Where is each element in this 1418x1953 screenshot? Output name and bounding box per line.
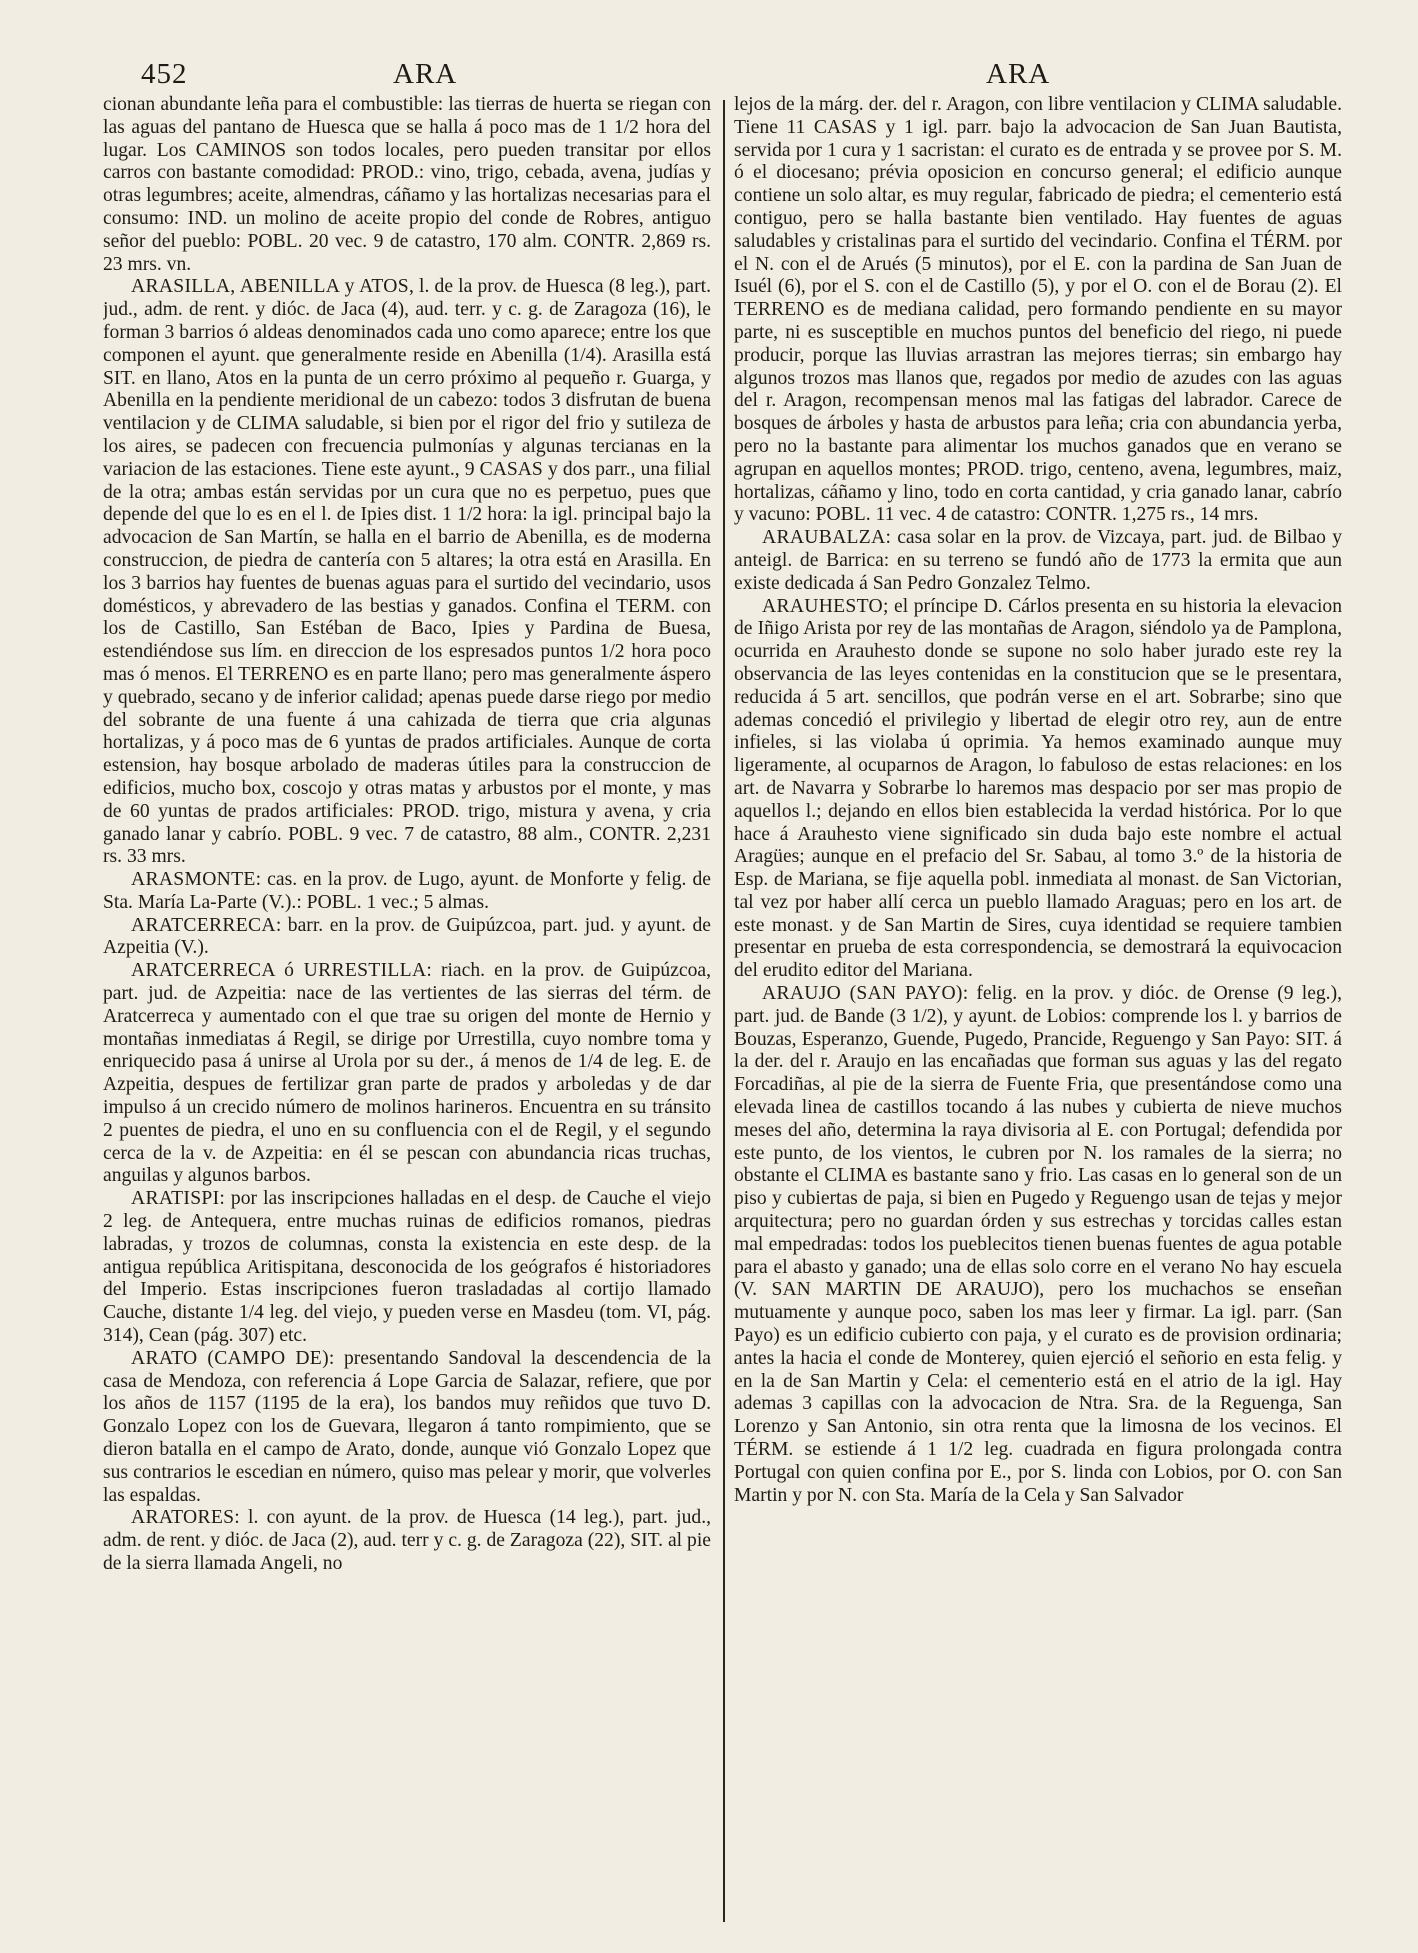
entry-text: : felig. en la prov. y dióc. de Orense (9 leg.), part. jud. de Bande (3 1/2), y ayunt. de Lobios: comprende los l. y barrios de Bouzas, Esperanzo, Guende, Pugedo, Prancide, Reguengo y San Payo: SIT. á la der. del r. Araujo en las encañadas que forman sus aguas y las del regato Forcadiñas, al pie de la sierra de Fuente Fria, que presentándose como una elevada linea de castillos tocando á las nubes y cubierta de nieve muchos meses del año, determina la raya divisoria al E. con Portugal; defendida por este punto, de los vientos, le cubren por N. los ramales de la sierra; no obstante el CLIMA es bastante sano y frio. Las casas en lo general son de un piso y cubiertas de paja, si bien en Pugedo y Reguengo usan de tejas y mejor arquitectura; pero no guardan órden y sus estrechas y torcidas calles estan mal empedradas: todos los pueblecitos tienen buenas fuentes de agua potable para el abasto y ganado; una de ellas solo corre en el verano No hay escuela (V. SAN MARTIN DE ARAUJO), pero los muchachos se enseñan mutuamente y aunque poco, saben los mas leer y firmar. La igl. parr. (San Payo) es un edificio cubierto con paja, y el curato es de provision ordinaria; antes la hacia el conde de Monterey, quien ejerció el señorio en esta felig. y en la de San Martin y Cela: el cementerio está en el atrio de la igl. Hay ademas 3 capillas con la advocacion de Ntra. Sra. de la Reguenga, San Lorenzo y San Antonio, sin otra renta que la limosna de los vecinos. El TÉRM. se estiende á 1 1/2 leg. cuadrada en figura prolongada contra Portugal con quien confina por E., por S. linda con Lobios, por O. con San Martin y por N. con Sta. María de la Cela y San Salvador [734, 983, 1342, 1506]
dictionary-entry [734, 94, 1342, 527]
page-number: 452 [141, 58, 188, 90]
entry-headword: ARATCERRECA [131, 914, 276, 936]
entry-headword: ARATISPI [131, 1188, 220, 1210]
entry-text: : casa solar en la prov. de Vizcaya, part. jud. de Bilbao y anteigl. de Barrica: en su terreno se fundó año de 1773 la ermita que aun existe dedicada á San Pedro Gonzalez Telmo. [734, 527, 1342, 594]
entry-headword: ARAUHESTO [762, 595, 883, 617]
left-column [103, 94, 711, 1919]
right-column [734, 94, 1342, 1919]
entry-headword: ARAUBALZA [762, 527, 886, 549]
dictionary-entry [103, 960, 711, 1188]
right-running-head: ARA [986, 58, 1051, 90]
entry-headword: ARATO (CAMPO DE) [131, 1347, 329, 1369]
entry-headword: ARAUJO (SAN PAYO) [762, 983, 963, 1005]
dictionary-entry [103, 1348, 711, 1508]
column-divider [723, 100, 725, 1922]
entry-text: lejos de la márg. der. del r. Aragon, con libre ventilacion y CLIMA saludable. Tiene 11 CASAS y 1 igl. parr. bajo la advocacion de San Juan Bautista, servida por 1 cura y 1 sacristan: el curato es de entrada y se provee por S. M. ó el diocesano; prévia oposicion en concurso general; el edificio aunque contiene un solo altar, es muy regular, fabricado de piedra; el cementerio está contiguo, pero se halla bastante bien ventilado. Hay fuentes de aguas saludables y cristalinas para el surtido del vecindario. Confina el TÉRM. por el N. con el de Arués (5 minutos), por el E. con la pardina de San Juan de Isuél (6), por el S. con el de Castillo (5), y por el O. con el de Borau (2). El TERRENO es de mediana calidad, pero formando pendiente en su mayor parte, ni es susceptible en muchos puntos del beneficio del riego, ni puede producir, porque las lluvias arrastran las mejores tierras; sin embargo hay algunos trozos mas llanos que, regados por medio de azudes con las aguas del r. Aragon, recompensan menos mal las fatigas del labrador. Carece de bosques de árboles y hasta de arbustos para leña; cria con abundancia yerba, pero no la bastante para alimentar los muchos ganados que en verano se agrupan en aquellos montes; PROD. trigo, centeno, avena, legumbres, maiz, hortalizas, cáñamo y lino, todo en corta cantidad, y cria ganado lanar, cabrío y vacuno: POBL. 11 vec. 4 de catastro: CONTR. 1,275 rs., 14 mrs. [734, 94, 1342, 526]
dictionary-entry [103, 94, 711, 276]
page-header [0, 58, 1418, 98]
dictionary-entry [734, 596, 1342, 984]
entry-headword: ARASILLA, ABENILLA y ATOS [131, 276, 409, 298]
dictionary-entry [103, 869, 711, 915]
entry-text: : por las inscripciones halladas en el desp. de Cauche el viejo 2 leg. de Antequera, entre muchas ruinas de edificios romanos, piedras labradas, y trozos de columnas, consta la existencia en este desp. de la antigua república Aritispitana, desconocida de los geógrafos é historiadores del Imperio. Estas inscripciones fueron trasladadas al cortijo llamado Cauche, distante 1/4 leg. del viejo, y pueden verse en Masdeu (tom. VI, pág. 314), Cean (pág. 307) etc. [103, 1188, 711, 1347]
entry-headword: ARATCERRECA ó URRESTILLA [131, 960, 427, 982]
dictionary-entry [103, 915, 711, 961]
entry-text: , l. de la prov. de Huesca (8 leg.), part. jud., adm. de rent. y dióc. de Jaca (4), aud. terr. y c. g. de Zaragoza (16), le forman 3 barrios ó aldeas denominados cada uno como aparece; entre los que componen el ayunt. que generalmente reside en Abenilla (1/4). Arasilla está SIT. en llano, Atos en la punta de un cerro próximo al pequeño r. Guarga, y Abenilla en la pendiente meridional de un cabezo: todos 3 disfrutan de buena ventilacion y de CLIMA saludable, si bien por el rigor del frio y sutileza de los aires, se padecen con frecuencia pulmonías y algunas tercianas en la variacion de las estaciones. Tiene este ayunt., 9 CASAS y dos parr., una filial de la otra; ambas están servidas por un cura que no es perpetuo, pues que depende del que lo es en el l. de Ipies dist. 1 1/2 hora: la igl. principal bajo la advocacion de San Martín, se halla en el barrio de Abenilla, es de moderna construccion, de piedra de cantería con 5 altares; la otra está en Arasilla. En los 3 barrios hay fuentes de buenas aguas para el surtido del vecindario, usos domésticos, y abrevadero de las bestias y ganados. Confina el TERM. con los de Castillo, San Estéban de Baco, Ipies y Pardina de Buesa, estendiéndose sus lím. en direccion de los espresados puntos 1/2 hora poco mas ó menos. El TERRENO es en parte llano; pero mas generalmente áspero y quebrado, secano y de inferior calidad; apenas puede darse riego por medio del sobrante de una fuente á una cahizada de tierra que cria algunas hortalizas, y á poco mas de 6 yuntas de prados artificiales. Aunque de corta estension, hay bosque arbolado de maderas útiles para la construccion de edificios, mucho box, coscojo y otras matas y arbustos por el monte, y mas de 60 yuntas de prados artificiales: PROD. trigo, mistura y avena, y cria ganado lanar y cabrío. POBL. 9 vec. 7 de catastro, 88 alm., CONTR. 2,231 rs. 33 mrs. [103, 276, 711, 868]
entry-text: : riach. en la prov. de Guipúzcoa, part. jud. de Azpeitia: nace de las vertientes de las sierras del térm. de Aratcerreca y aumentado con el que trae su origen del monte de Hernio y montañas inmediatas á Regil, se dirige por Urrestilla, cuyo nombre toma y enriquecido pasa á unirse al Urola por su der., á menos de 1/4 de leg. E. de Azpeitia, despues de fertilizar gran parte de prados y arboledas y de dar impulso á un crecido número de molinos harineros. Encuentra en su tránsito 2 puentes de piedra, el uno en su confluencia con el de Regil, y el segundo cerca de la v. de Azpeitia: en él se pescan con abundancia ricas truchas, anguilas y algunos barbos. [103, 960, 711, 1187]
dictionary-entry [103, 276, 711, 869]
dictionary-entry [103, 1188, 711, 1348]
dictionary-entry [103, 1507, 711, 1575]
dictionary-entry [734, 527, 1342, 595]
entry-text: cionan abundante leña para el combustible: las tierras de huerta se riegan con las aguas del pantano de Huesca que se halla á poco mas de 1 1/2 hora del lugar. Los CAMINOS son todos locales, pero pueden transitar por ellos carros con bastante comodidad: PROD.: vino, trigo, cebada, avena, judías y otras legumbres; aceite, almendras, cáñamo y las hortalizas necesarias para el consumo: IND. un molino de aceite propio del conde de Robres, antiguo señor del pueblo: POBL. 20 vec. 9 de catastro, 170 alm. CONTR. 2,869 rs. 23 mrs. vn. [103, 94, 711, 275]
entry-headword: ARASMONTE [131, 869, 256, 891]
entry-text: ; el príncipe D. Cárlos presenta en su historia la elevacion de Iñigo Arista por rey de las montañas de Aragon, siéndolo ya de Pamplona, ocurrida en Arauhesto donde se supone no solo haber jurado este rey la observancia de las leyes contenidas en la constitucion que se le presentara, reducida á 5 art. sencillos, que podrán verse en el art. Sobrarbe; sino que ademas concedió el privilegio y libertad de elegir otro rey, aun de entre infieles, si las violaba ú oprimia. Ya hemos examinado aunque muy ligeramente, al ocuparnos de Aragon, lo fabuloso de estas relaciones: en los art. de Navarra y Sobrarbe lo haremos mas despacio por ser mas propio de aquellos l.; dejando en ellos bien establecida la verdad histórica. Por lo que hace á Arauhesto viene significado sin duda bajo este nombre el actual Aragües; aunque en el prefacio del Sr. Sabau, al tomo 3.º de la historia de Esp. de Mariana, se fije aquella pobl. inmediata al monast. de San Victorian, tal vez por haber allí cerca un pueblo llamado Araguas; pero en los art. de este monast. y de San Martin de Sires, cuya identidad se requiere tambien presentar en prueba de esta correspondencia, se demostrará la equivocacion del erudito editor del Mariana. [734, 595, 1342, 982]
entry-text: : presentando Sandoval la descendencia de la casa de Mendoza, con referencia á Lope Garcia de Salazar, refiere, que por los años de 1157 (1195 de la era), los bandos muy reñidos que tuvo D. Gonzalo Lopez con los de Guevara, llegaron á tanto rompimiento, que se dieron batalla en el campo de Arato, donde, aunque vió Gonzalo Lopez que sus contrarios le escedian en número, quiso mas pelear y morir, que volverles las espaldas. [103, 1347, 711, 1506]
entry-text: : cas. en la prov. de Lugo, ayunt. de Monforte y felig. de Sta. María La-Parte (V.).: POBL. 1 vec.; 5 almas. [103, 869, 711, 913]
left-running-head: ARA [393, 58, 458, 90]
entry-text: : l. con ayunt. de la prov. de Huesca (14 leg.), part. jud., adm. de rent. y dióc. de Jaca (2), aud. terr y c. g. de Zaragoza (22), SIT. al pie de la sierra llamada Angeli, no [103, 1507, 711, 1574]
entry-headword: ARATORES [131, 1507, 235, 1529]
dictionary-entry [734, 983, 1342, 1507]
entry-text: : barr. en la prov. de Guipúzcoa, part. jud. y ayunt. de Azpeitia (V.). [103, 914, 711, 959]
